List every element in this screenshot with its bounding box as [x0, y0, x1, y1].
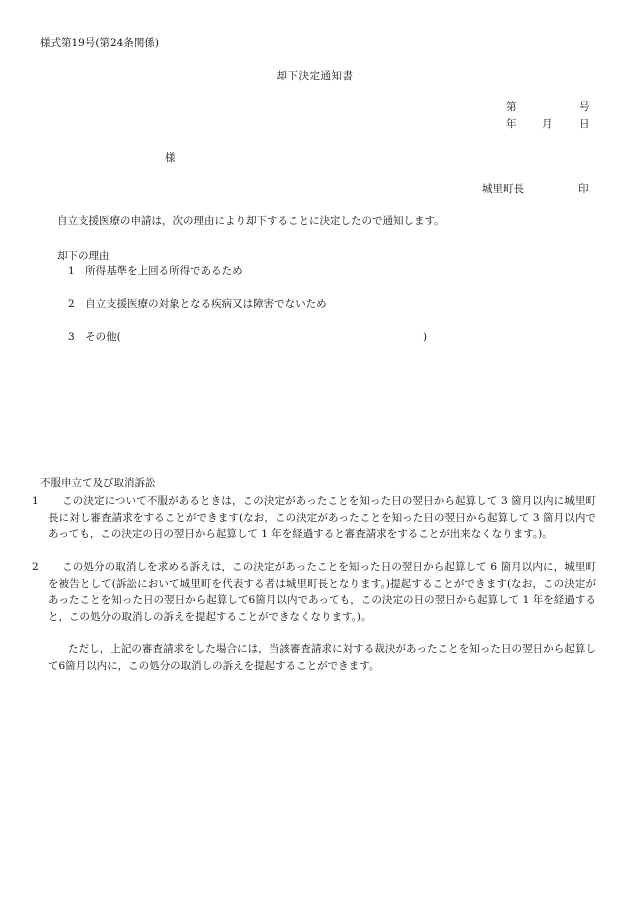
issuer-name: 城里町長 [482, 183, 524, 195]
appeal-item-1 [32, 493, 596, 543]
intro-statement: 自立支援医療の申請は，次の理由により却下することに決定したので通知します。 [57, 215, 445, 227]
addressee-suffix: 様 [165, 152, 176, 164]
document-title: 却下決定通知書 [276, 70, 354, 82]
date-day-label: 日 [579, 118, 590, 130]
document-number-suffix: 号 [579, 101, 590, 113]
appeal-item-2-number: 2 [32, 561, 39, 573]
reasons-heading: 却下の理由 [57, 250, 110, 262]
appeal-item-2 [32, 559, 596, 625]
appeal-item-2-text: この処分の取消しを求める訴えは，この決定があったことを知った日の翌日から起算して 6 箇月以内に，城里町を被告として(訴訟において城里町を代表する者は城里町長となります。)提起することができます(なお，この決定があったことを知った日の翌日から起算して6箇月以内であっても，この決定の日の翌日から起算して 1 年を経過すると，この処分の取消しの訴えを提起することができなくなります。)。 [48, 561, 596, 623]
date-month-label: 月 [542, 118, 553, 130]
appeal-heading: 不服申立て及び取消訴訟 [40, 477, 156, 489]
date-year-label: 年 [506, 118, 517, 130]
appeal-item-1-number: 1 [32, 495, 39, 507]
reason-item-3-close: ) [423, 331, 428, 343]
seal-mark: 印 [578, 183, 589, 195]
appeal-proviso: ただし，上記の審査請求をした場合には，当該審査請求に対する裁決があったことを知った日の翌日から起算して6箇月以内に，この処分の取消しの訴えを提起することができます。 [48, 643, 596, 672]
form-number: 様式第19号(第24条関係) [40, 37, 159, 49]
appeal-item-1-text: この決定について不服があるときは，この決定があったことを知った日の翌日から起算して 3 箇月以内に城里町長に対し審査請求をすることができます(なお，この決定があったことを知った日の翌日から起算して 3 箇月以内であっても，この決定の日の翌日から起算して 1 年を経過すると審査請求をすることが出来なくなります。)。 [48, 495, 596, 540]
reason-item-2: 2 自立支援医療の対象となる疾病又は障害でないため [68, 298, 327, 310]
reason-item-1: 1 所得基準を上回る所得であるため [68, 265, 243, 277]
document-number-prefix: 第 [506, 101, 517, 113]
reason-item-3: 3 その他( [68, 331, 121, 343]
